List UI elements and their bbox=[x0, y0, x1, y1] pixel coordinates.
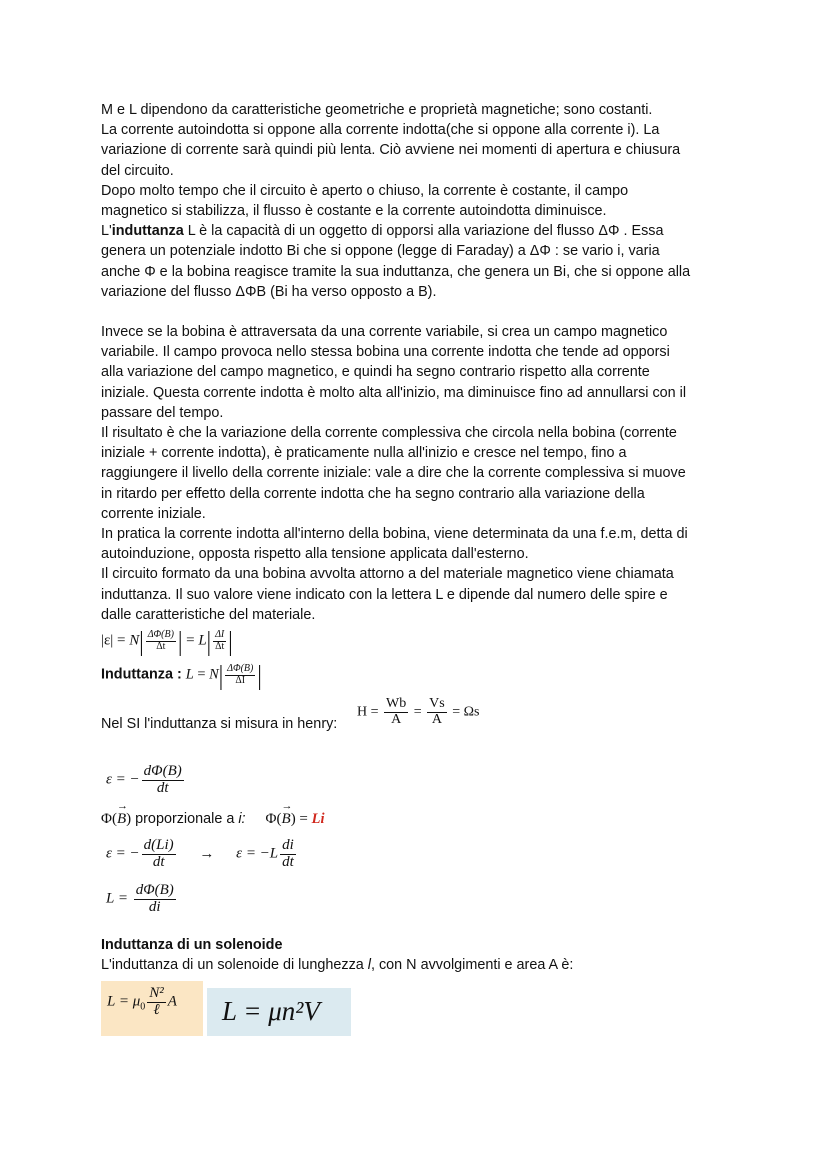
text-line: anche Φ e la bobina reagisce tramite la sua induttanza, che genera un Bi, che si oppone alla bbox=[101, 263, 691, 280]
formula-l-def bbox=[106, 883, 178, 916]
solenoid-heading: Induttanza di un solenoide bbox=[101, 937, 283, 953]
frac-num: ΔΦ(B) bbox=[147, 629, 174, 640]
text-line: magnetico si stabilizza, il flusso è costante e la corrente autoindotta diminuisce. bbox=[101, 203, 607, 220]
frac-num: d(Li) bbox=[143, 837, 174, 853]
frac-num: Vs bbox=[429, 696, 445, 711]
solenoid-formula-2: L = μn²V bbox=[222, 996, 320, 1026]
frac-den: A bbox=[431, 711, 442, 727]
text-line: del circuito. bbox=[101, 162, 174, 179]
phi-proportional-line: Φ(→ B) proporzionale a i: Φ(→ B) = Li bbox=[101, 811, 324, 828]
text-line: variazione di corrente sarà quindi più lenta. Ciò avviene nei momenti di apertura e chiusura bbox=[101, 142, 681, 159]
induttanza-label: Induttanza : bbox=[101, 666, 186, 683]
solenoid-formula-1 bbox=[107, 986, 177, 1019]
text-line: iniziale. Questa corrente indotta è molto alta all'inizio, ma diminuisce fino ad annullarsi con il bbox=[101, 384, 687, 401]
formula-n: N bbox=[209, 666, 219, 683]
frac-den: dt bbox=[282, 853, 294, 870]
formula-lhs: L = μ bbox=[107, 993, 141, 1010]
frac-num: Wb bbox=[386, 696, 407, 711]
text-line: In pratica la corrente indotta all'interno della bobina, viene determinata da una f.e.m, detta di bbox=[101, 526, 688, 543]
formula-l: L bbox=[198, 632, 207, 649]
formula-lhs2: ε = −L bbox=[236, 845, 279, 862]
text-line: iniziale + corrente indotta), è praticamente nulla all'inizio e cresce nel tempo, fino a bbox=[101, 445, 627, 462]
solenoid-text-a: L'induttanza di un solenoide di lunghezza bbox=[101, 957, 368, 973]
formula-eq: = bbox=[197, 666, 210, 683]
text-line: raggiungere il livello della corrente iniziale: vale a dire che la corrente complessiva si muove bbox=[101, 465, 686, 482]
frac-den: dt bbox=[152, 853, 165, 870]
frac-num: dΦ(B) bbox=[135, 882, 174, 898]
text-line: induttanza. Il suo valore viene indicato con la lettera L e dipende dal numero delle spire e bbox=[101, 586, 668, 603]
paragraph-1 bbox=[101, 100, 741, 302]
formula-lhs: |ε| = bbox=[101, 632, 130, 649]
text-line: Il risultato è che la variazione della corrente complessiva che circola nella bobina (corrente bbox=[101, 425, 677, 442]
frac-den: ℓ bbox=[153, 1001, 160, 1018]
text-line: autoinduzione, opposta rispetto alla tensione applicata dall'esterno. bbox=[101, 546, 529, 563]
text-line: Dopo molto tempo che il circuito è aperto o chiuso, la corrente è costante, il campo bbox=[101, 182, 629, 199]
solenoid-text-l: l bbox=[367, 957, 371, 973]
text-line: passare del tempo. bbox=[101, 404, 224, 421]
text-line: in ritardo per effetto della corrente indotta che ha segno contrario alla variazione della bbox=[101, 485, 645, 502]
text-cont: L è la capacità di un oggetto di opporsi alla variazione del flusso ΔΦ . Essa bbox=[183, 223, 664, 240]
formula-henry bbox=[357, 697, 479, 727]
formula-emf-def bbox=[106, 764, 186, 797]
text-line: dalle caratteristiche del materiale. bbox=[101, 606, 316, 623]
henry-tail: = Ωs bbox=[448, 704, 480, 720]
frac-den: dt bbox=[156, 779, 169, 796]
text-line: alla variazione del campo magnetico, e quindi ha segno contrario rispetto alla corrente bbox=[101, 364, 650, 381]
text-line bbox=[101, 221, 741, 241]
formula-lhs: ε = − bbox=[106, 845, 140, 862]
frac-num: ΔΦ(B) bbox=[227, 663, 254, 674]
formula-eq: = bbox=[186, 632, 199, 649]
solenoid-text bbox=[101, 957, 573, 973]
text-line: La corrente autoindotta si oppone alla corrente indotta(che si oppone alla corrente i). La bbox=[101, 122, 660, 139]
text-line: variazione del flusso ΔΦB (Bi ha verso opposto a B). bbox=[101, 283, 437, 300]
frac-den: Δt bbox=[156, 640, 166, 652]
formula-emf-abs: |ε| = N| $\frac{\Delta\Phi(B)}{\Delta t}$ | = L| $\frac{\Delta I}{\Delta t}$ | bbox=[101, 624, 233, 656]
frac-num: di bbox=[282, 837, 294, 853]
formula-sub: 0 bbox=[140, 1001, 146, 1013]
frac-num: N² bbox=[149, 985, 164, 1001]
text-line: variabile. Il campo provoca nello stessa bobina una corrente indotta che tende ad opporsi bbox=[101, 344, 670, 361]
text-line: M e L dipendono da caratteristiche geometriche e proprietà magnetiche; sono costanti. bbox=[101, 102, 653, 118]
formula-eq: = bbox=[410, 704, 426, 720]
text-line: corrente iniziale. bbox=[101, 505, 206, 522]
bold-term: induttanza bbox=[111, 223, 184, 240]
solenoid-text-b: , con N avvolgimenti e area A è: bbox=[370, 957, 574, 973]
si-unit-text: Nel SI l'induttanza si misura in henry: bbox=[101, 716, 338, 732]
phi-text: proporzionale a bbox=[135, 811, 239, 827]
phi-rhs: Li bbox=[311, 811, 325, 827]
paragraph-2 bbox=[101, 322, 741, 625]
frac-den: ΔI bbox=[235, 674, 246, 686]
formula-induttanza: Induttanza : L = N| $\frac{\Delta\Phi(B)}{\Delta I}$ | bbox=[101, 658, 262, 690]
formula-lhs: L = bbox=[106, 890, 132, 907]
document-body bbox=[101, 100, 741, 625]
formula-lhs: ε = − bbox=[106, 771, 140, 788]
frac-den: di bbox=[148, 898, 161, 915]
formula-n: N bbox=[129, 632, 140, 649]
text-line: Invece se la bobina è attraversata da una corrente variabile, si crea un campo magnetico bbox=[101, 324, 668, 341]
text-lead: L' bbox=[101, 223, 112, 240]
frac-num: ΔI bbox=[213, 630, 226, 642]
phi-i: i: bbox=[238, 811, 246, 827]
henry-h: H = bbox=[357, 704, 383, 720]
formula-tail: A bbox=[167, 993, 177, 1010]
frac-num: dΦ(B) bbox=[143, 763, 182, 779]
formula-emf-li bbox=[106, 838, 298, 871]
frac-den: A bbox=[391, 711, 402, 727]
text-line: Il circuito formato da una bobina avvolta attorno a del materiale magnetico viene chiamata bbox=[101, 566, 674, 583]
arrow-icon: → bbox=[199, 845, 215, 862]
formula-l: L bbox=[185, 666, 194, 683]
frac-den: Δt bbox=[215, 640, 225, 652]
text-line: genera un potenziale indotto Bi che si oppone (legge di Faraday) a ΔΦ : se vario i, varia bbox=[101, 243, 660, 260]
